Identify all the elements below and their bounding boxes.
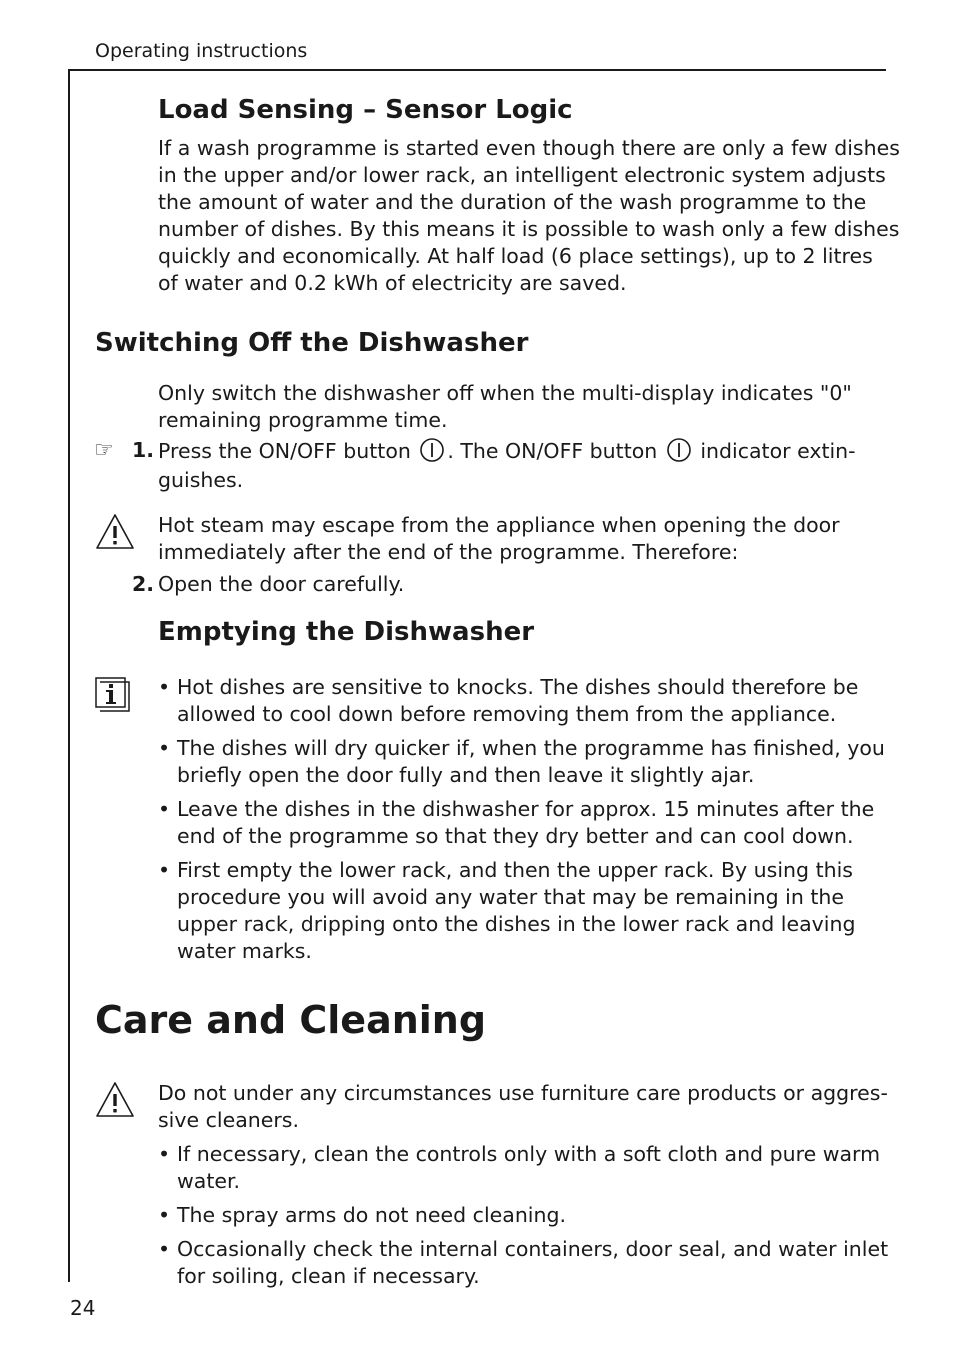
switching-off-intro: [158, 380, 852, 434]
text-line: • First empty the lower rack, and then the upper rack. By using this: [177, 858, 853, 882]
step-number: 1.: [132, 438, 155, 462]
steam-warning-text: [158, 512, 840, 566]
warning-triangle-icon: [94, 512, 136, 552]
text-line: the amount of water and the duration of the wash programme to the: [158, 190, 867, 214]
text-line: briefly open the door fully and then leave it slightly ajar.: [177, 763, 755, 787]
text-line: Only switch the dishwasher off when the multi-display indicates "0": [158, 381, 852, 405]
care-bullet-list: [158, 1141, 888, 1290]
text-line: of water and 0.2 kWh of electricity are saved.: [158, 271, 627, 295]
text-line: number of dishes. By this means it is possible to wash only a few dishes: [158, 217, 900, 241]
header-divider: [68, 69, 886, 71]
text-line: • Leave the dishes in the dishwasher for approx. 15 minutes after the: [177, 797, 875, 821]
text-line: • The spray arms do not need cleaning.: [177, 1203, 567, 1227]
step-1-continuation: guishes.: [158, 468, 244, 492]
emptying-bullet-list: [158, 674, 885, 965]
text-line: upper rack, dripping onto the dishes in the lower rack and leaving: [177, 912, 856, 936]
info-icon: [94, 676, 136, 716]
text-line: water.: [177, 1169, 241, 1193]
load-sensing-heading: Load Sensing – Sensor Logic: [158, 95, 573, 125]
power-button-icon: [666, 437, 692, 470]
text-line: sive cleaners.: [158, 1108, 300, 1132]
text-line: for soiling, clean if necessary.: [177, 1264, 480, 1288]
list-item: [158, 735, 885, 789]
step-1-part: . The ON/OFF button: [447, 439, 664, 463]
list-item: [158, 796, 885, 850]
load-sensing-paragraph: [158, 135, 900, 297]
warning-triangle-icon: [94, 1080, 136, 1120]
text-line: • Occasionally check the internal containers, door seal, and water inlet: [177, 1237, 889, 1261]
emptying-heading: Emptying the Dishwasher: [158, 617, 535, 647]
text-line: • Hot dishes are sensitive to knocks. The dishes should therefore be: [177, 675, 859, 699]
step-2-text: Open the door carefully.: [158, 572, 405, 596]
text-line: quickly and economically. At half load (6 place settings), up to 2 litres: [158, 244, 873, 268]
text-line: allowed to cool down before removing them from the appliance.: [177, 702, 837, 726]
text-line: • The dishes will dry quicker if, when the programme has finished, you: [177, 736, 885, 760]
text-line: immediately after the end of the programme. Therefore:: [158, 540, 739, 564]
care-warning-text: [158, 1080, 888, 1134]
list-item: [158, 1202, 888, 1229]
pointing-hand-icon: ☞: [94, 438, 114, 463]
step-number: 2.: [132, 572, 155, 596]
text-line: Do not under any circumstances use furniture care products or aggres-: [158, 1081, 888, 1105]
text-line: • If necessary, clean the controls only with a soft cloth and pure warm: [177, 1142, 881, 1166]
margin-rule: [68, 69, 70, 1282]
step-1-part: indicator extin-: [693, 439, 856, 463]
text-line: end of the programme so that they dry better and can cool down.: [177, 824, 854, 848]
text-line: Hot steam may escape from the appliance when opening the door: [158, 513, 840, 537]
list-item: [158, 1236, 888, 1290]
list-item: [158, 1141, 888, 1195]
text-line: in the upper and/or lower rack, an intelligent electronic system adjusts: [158, 163, 886, 187]
step-1-part: Press the ON/OFF button: [158, 439, 418, 463]
text-line: If a wash programme is started even though there are only a few dishes: [158, 136, 900, 160]
text-line: procedure you will avoid any water that may be remaining in the: [177, 885, 845, 909]
care-cleaning-heading: Care and Cleaning: [95, 998, 487, 1042]
step-1-text: [158, 437, 856, 470]
list-item: [158, 857, 885, 965]
list-item: [158, 674, 885, 728]
power-button-icon: [419, 437, 445, 470]
page-number: 24: [70, 1296, 96, 1320]
text-line: remaining programme time.: [158, 408, 448, 432]
header-title: Operating instructions: [95, 40, 308, 62]
switching-off-heading: Switching Off the Dishwasher: [95, 328, 529, 358]
text-line: water marks.: [177, 939, 312, 963]
